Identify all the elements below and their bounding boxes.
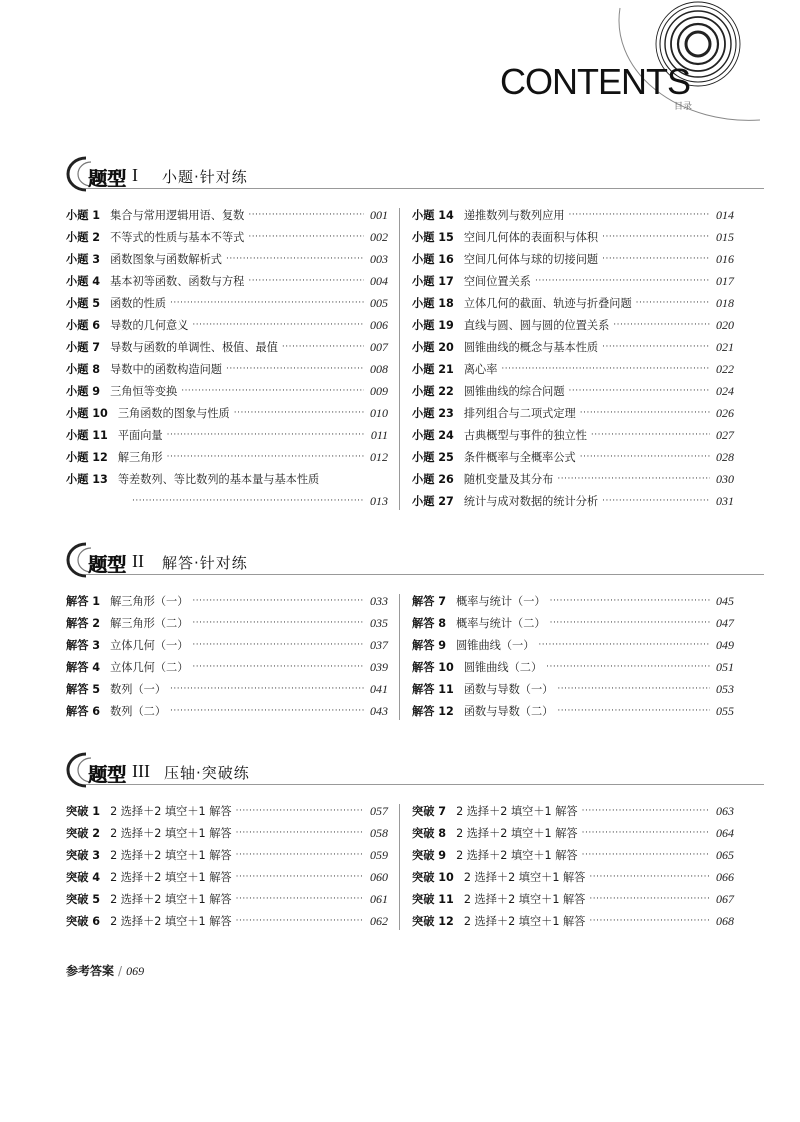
toc-title: 2 选择＋2 填空＋1 解答 [110, 805, 232, 818]
toc-label: 解答 5 [66, 683, 101, 696]
leader-dots [236, 872, 364, 882]
toc-title: 平面向量 [117, 429, 163, 442]
leader-dots [132, 496, 364, 506]
leader-dots [236, 828, 364, 838]
toc-page: 015 [716, 229, 734, 244]
toc-row[interactable] [412, 226, 734, 248]
type-word: 题型 [88, 764, 127, 786]
leader-dots [582, 850, 710, 860]
leader-dots [550, 596, 710, 606]
leader-dots [602, 254, 710, 264]
leader-dots [569, 210, 710, 220]
leader-dots [234, 408, 364, 418]
leader-dots [501, 364, 710, 374]
toc-row[interactable] [66, 590, 388, 612]
column-divider [399, 208, 400, 510]
toc-page: 014 [716, 207, 734, 222]
toc-title: 随机变量及其分布 [463, 473, 554, 486]
toc-label: 小题 24 [412, 429, 454, 442]
toc-page: 033 [370, 593, 388, 608]
toc-page: 031 [716, 493, 734, 508]
toc-row[interactable] [66, 866, 388, 888]
toc-label: 突破 9 [412, 849, 447, 862]
toc-row[interactable] [66, 678, 388, 700]
leader-dots [192, 320, 364, 330]
toc-row[interactable] [412, 590, 734, 612]
toc-label: 小题 13 [66, 473, 108, 486]
leader-dots [236, 894, 364, 904]
toc-row[interactable] [66, 270, 388, 292]
toc-row[interactable] [412, 888, 734, 910]
toc-title: 解三角形（二） [110, 617, 189, 630]
toc-row[interactable] [66, 402, 388, 424]
leader-dots [535, 276, 710, 286]
toc-row[interactable] [66, 446, 388, 468]
toc-row[interactable] [66, 336, 388, 358]
toc-label: 小题 19 [412, 319, 454, 332]
toc-title: 空间几何体与球的切接问题 [463, 253, 599, 266]
leader-dots [248, 232, 364, 242]
toc-page: 067 [716, 891, 734, 906]
toc-row[interactable] [66, 612, 388, 634]
toc-title: 圆锥曲线的概念与基本性质 [463, 341, 599, 354]
toc-row[interactable] [412, 844, 734, 866]
toc-label: 突破 8 [412, 827, 447, 840]
toc-row[interactable] [66, 634, 388, 656]
answers-label: 参考答案 [66, 964, 115, 978]
toc-row[interactable] [412, 336, 734, 358]
toc-page: 007 [370, 339, 388, 354]
toc-title: 直线与圆、圆与圆的位置关系 [463, 319, 610, 332]
toc-page: 041 [370, 681, 388, 696]
section-header [66, 548, 764, 584]
toc-title: 解三角形 [117, 451, 163, 464]
toc-row[interactable] [412, 468, 734, 490]
toc-row[interactable] [66, 800, 388, 822]
section-title: 小题·针对练 [162, 168, 248, 186]
toc-label: 解答 3 [66, 639, 101, 652]
toc-right-column [412, 800, 734, 932]
toc-row[interactable] [66, 358, 388, 380]
leader-dots [192, 596, 364, 606]
toc-title: 2 选择＋2 填空＋1 解答 [110, 893, 232, 906]
toc-page: 068 [716, 913, 734, 928]
leader-dots [170, 684, 364, 694]
toc-title: 2 选择＋2 填空＋1 解答 [456, 849, 578, 862]
toc-label: 小题 7 [66, 341, 101, 354]
toc-right-column [412, 204, 734, 512]
toc-row-continuation[interactable] [66, 490, 388, 512]
toc-page: 045 [716, 593, 734, 608]
toc-title: 数列（二） [110, 705, 167, 718]
toc-label: 突破 3 [66, 849, 101, 862]
toc-label: 突破 10 [412, 871, 454, 884]
toc-title: 导数中的函数构造问题 [110, 363, 222, 376]
toc-title: 2 选择＋2 填空＋1 解答 [463, 871, 586, 884]
toc-title: 数列（一） [110, 683, 167, 696]
toc-row[interactable] [412, 248, 734, 270]
toc-page: 022 [716, 361, 734, 376]
toc-label: 小题 22 [412, 385, 454, 398]
toc-label: 突破 5 [66, 893, 101, 906]
leader-dots [167, 452, 364, 462]
toc-page: 058 [370, 825, 388, 840]
toc-row[interactable] [412, 380, 734, 402]
toc-row[interactable] [412, 656, 734, 678]
toc-title: 三角恒等变换 [110, 385, 178, 398]
leader-dots [192, 618, 364, 628]
leader-dots [181, 386, 364, 396]
section-type-3 [66, 758, 764, 928]
toc-label: 小题 2 [66, 231, 101, 244]
toc-page: 057 [370, 803, 388, 818]
toc-page: 064 [716, 825, 734, 840]
toc-page: 020 [716, 317, 734, 332]
toc-row[interactable] [412, 490, 734, 512]
toc-page: 030 [716, 471, 734, 486]
toc-row[interactable] [66, 314, 388, 336]
toc-row[interactable] [66, 656, 388, 678]
toc-title: 2 选择＋2 填空＋1 解答 [110, 849, 232, 862]
toc-row[interactable] [412, 424, 734, 446]
answers-separator: / [118, 964, 123, 978]
toc-title: 2 选择＋2 填空＋1 解答 [456, 827, 578, 840]
toc-label: 小题 23 [412, 407, 454, 420]
leader-dots [167, 430, 364, 440]
leader-dots [236, 850, 364, 860]
toc-title: 古典概型与事件的独立性 [463, 429, 587, 442]
toc-label: 小题 6 [66, 319, 101, 332]
toc-title: 空间位置关系 [463, 275, 531, 288]
toc-page: 062 [370, 913, 388, 928]
toc-title: 不等式的性质与基本不等式 [110, 231, 245, 244]
toc-row[interactable] [412, 402, 734, 424]
toc-row[interactable] [412, 822, 734, 844]
toc-label: 突破 11 [412, 893, 454, 906]
toc-page: 059 [370, 847, 388, 862]
toc-row[interactable] [66, 424, 388, 446]
toc-page: 061 [370, 891, 388, 906]
leader-dots [226, 364, 364, 374]
toc-page: 026 [716, 405, 734, 420]
leader-dots [170, 706, 364, 716]
toc-right-column [412, 590, 734, 722]
toc-page: 027 [716, 427, 734, 442]
toc-page: 013 [370, 493, 388, 508]
toc-page: 024 [716, 383, 734, 398]
toc-row[interactable] [412, 204, 734, 226]
toc-page: 055 [716, 703, 734, 718]
leader-dots [602, 496, 710, 506]
answers-page: 069 [126, 964, 145, 978]
toc-page: 049 [716, 637, 734, 652]
toc-row[interactable] [412, 700, 734, 722]
toc-title: 函数与导数（二） [463, 705, 554, 718]
type-word: 题型 [88, 168, 127, 190]
toc-page: 003 [370, 251, 388, 266]
toc-row[interactable] [66, 204, 388, 226]
section-header [66, 162, 764, 198]
section-type-2 [66, 548, 764, 718]
toc-row[interactable] [412, 612, 734, 634]
leader-dots [589, 916, 710, 926]
answers-entry[interactable] [66, 962, 144, 979]
toc-row[interactable] [412, 800, 734, 822]
section-rule [86, 574, 764, 575]
toc-title: 集合与常用逻辑用语、复数 [110, 209, 245, 222]
section-rule [86, 188, 764, 189]
type-numeral: I [132, 165, 138, 185]
toc-label: 小题 3 [66, 253, 101, 266]
toc-page: 037 [370, 637, 388, 652]
toc-label: 突破 2 [66, 827, 101, 840]
toc-row[interactable] [412, 358, 734, 380]
toc-label: 小题 1 [66, 209, 101, 222]
leader-dots [582, 806, 710, 816]
leader-dots [557, 684, 710, 694]
toc-label: 突破 6 [66, 915, 101, 928]
toc-label: 解答 1 [66, 595, 101, 608]
toc-title: 离心率 [463, 363, 498, 376]
toc-page: 016 [716, 251, 734, 266]
toc-page: 060 [370, 869, 388, 884]
toc-row[interactable] [66, 380, 388, 402]
toc-title: 圆锥曲线（二） [463, 661, 543, 674]
toc-title: 函数图象与函数解析式 [110, 253, 222, 266]
type-numeral: III [132, 761, 150, 781]
leader-dots [557, 706, 710, 716]
toc-title: 空间几何体的表面积与体积 [463, 231, 599, 244]
leader-dots [192, 640, 364, 650]
toc-row[interactable] [66, 844, 388, 866]
toc-label: 解答 9 [412, 639, 447, 652]
toc-page: 018 [716, 295, 734, 310]
toc-page: 017 [716, 273, 734, 288]
leader-dots [557, 474, 710, 484]
leader-dots [546, 662, 710, 672]
toc-label: 小题 18 [412, 297, 454, 310]
toc-label: 小题 15 [412, 231, 454, 244]
toc-row[interactable] [412, 678, 734, 700]
toc-row[interactable] [66, 248, 388, 270]
toc-label: 解答 6 [66, 705, 101, 718]
toc-page: 028 [716, 449, 734, 464]
toc-row[interactable] [412, 634, 734, 656]
toc-label: 小题 20 [412, 341, 454, 354]
toc-title: 递推数列与数列应用 [463, 209, 565, 222]
toc-page: 047 [716, 615, 734, 630]
leader-dots [282, 342, 364, 352]
leader-dots [602, 342, 710, 352]
contents-subtitle: 目录 [673, 102, 692, 112]
toc-label: 解答 7 [412, 595, 447, 608]
toc-label: 突破 1 [66, 805, 101, 818]
column-divider [399, 594, 400, 720]
toc-page: 011 [370, 427, 388, 442]
toc-left-column [66, 204, 388, 512]
leader-dots [236, 806, 364, 816]
toc-title: 概率与统计（一） [456, 595, 546, 608]
toc-page: 012 [370, 449, 388, 464]
toc-page: 006 [370, 317, 388, 332]
toc-title: 概率与统计（二） [456, 617, 546, 630]
toc-row[interactable] [66, 468, 388, 490]
toc-page: 005 [370, 295, 388, 310]
toc-page: 004 [370, 273, 388, 288]
leader-dots [580, 408, 710, 418]
toc-title: 2 选择＋2 填空＋1 解答 [463, 915, 586, 928]
toc-row[interactable] [66, 226, 388, 248]
toc-label: 小题 21 [412, 363, 454, 376]
toc-title: 基本初等函数、函数与方程 [110, 275, 245, 288]
leader-dots [582, 828, 710, 838]
toc-row[interactable] [412, 314, 734, 336]
toc-label: 解答 10 [412, 661, 454, 674]
toc-page: 039 [370, 659, 388, 674]
toc-label: 小题 4 [66, 275, 101, 288]
toc-row[interactable] [412, 292, 734, 314]
toc-row[interactable] [66, 822, 388, 844]
toc-page: 065 [716, 847, 734, 862]
leader-dots [602, 232, 710, 242]
leader-dots [550, 618, 710, 628]
leader-dots [580, 452, 710, 462]
toc-title: 排列组合与二项式定理 [463, 407, 576, 420]
toc-title: 函数的性质 [110, 297, 167, 310]
toc-label: 突破 12 [412, 915, 454, 928]
leader-dots [589, 872, 710, 882]
contents-title: CONTENTS [500, 61, 690, 102]
toc-title: 导数与函数的单调性、极值、最值 [110, 341, 278, 354]
toc-label: 解答 2 [66, 617, 101, 630]
toc-label: 小题 9 [66, 385, 101, 398]
toc-label: 解答 4 [66, 661, 101, 674]
section-type-1 [66, 162, 764, 508]
toc-page: 063 [716, 803, 734, 818]
toc-label: 小题 16 [412, 253, 454, 266]
toc-label: 小题 12 [66, 451, 108, 464]
toc-left-column [66, 590, 388, 722]
leader-dots [569, 386, 710, 396]
toc-label: 小题 25 [412, 451, 454, 464]
toc-row[interactable] [66, 910, 388, 932]
toc-page: 021 [716, 339, 734, 354]
section-rule [86, 784, 764, 785]
type-word: 题型 [88, 554, 127, 576]
toc-title: 解三角形（一） [110, 595, 189, 608]
toc-title: 圆锥曲线（一） [456, 639, 535, 652]
toc-label: 解答 11 [412, 683, 454, 696]
toc-row[interactable] [412, 866, 734, 888]
toc-label: 小题 27 [412, 495, 454, 508]
toc-page: 035 [370, 615, 388, 630]
toc-title: 三角函数的图象与性质 [117, 407, 230, 420]
toc-row[interactable] [66, 888, 388, 910]
toc-page: 002 [370, 229, 388, 244]
leader-dots [636, 298, 710, 308]
toc-page: 053 [716, 681, 734, 696]
toc-title: 函数与导数（一） [463, 683, 554, 696]
toc-label: 小题 8 [66, 363, 101, 376]
leader-dots [591, 430, 710, 440]
toc-title: 立体几何的截面、轨迹与折叠问题 [463, 297, 632, 310]
toc-label: 突破 7 [412, 805, 447, 818]
toc-label: 突破 4 [66, 871, 101, 884]
toc-label: 小题 11 [66, 429, 108, 442]
type-numeral: II [132, 551, 144, 571]
leader-dots [226, 254, 364, 264]
toc-title: 2 选择＋2 填空＋1 解答 [463, 893, 586, 906]
toc-title: 2 选择＋2 填空＋1 解答 [110, 871, 232, 884]
toc-title: 统计与成对数据的统计分析 [463, 495, 599, 508]
toc-title: 圆锥曲线的综合问题 [463, 385, 565, 398]
toc-page: 001 [370, 207, 388, 222]
toc-label: 小题 10 [66, 407, 108, 420]
toc-label: 解答 8 [412, 617, 447, 630]
leader-dots [248, 210, 364, 220]
toc-left-column [66, 800, 388, 932]
toc-title: 2 选择＋2 填空＋1 解答 [110, 827, 232, 840]
toc-page: 066 [716, 869, 734, 884]
toc-label: 小题 5 [66, 297, 101, 310]
toc-title: 条件概率与全概率公式 [463, 451, 576, 464]
toc-page: 010 [370, 405, 388, 420]
toc-row[interactable] [412, 446, 734, 468]
leader-dots [170, 298, 364, 308]
column-divider [399, 804, 400, 930]
toc-title: 2 选择＋2 填空＋1 解答 [456, 805, 578, 818]
toc-row[interactable] [412, 910, 734, 932]
toc-title: 立体几何（一） [110, 639, 189, 652]
toc-label: 小题 17 [412, 275, 454, 288]
toc-row[interactable] [66, 700, 388, 722]
toc-page: 051 [716, 659, 734, 674]
toc-page: 008 [370, 361, 388, 376]
toc-page: 043 [370, 703, 388, 718]
toc-page: 009 [370, 383, 388, 398]
toc-title: 2 选择＋2 填空＋1 解答 [110, 915, 232, 928]
toc-title: 导数的几何意义 [110, 319, 189, 332]
toc-title: 等差数列、等比数列的基本量与基本性质 [117, 473, 320, 486]
section-title: 解答·针对练 [162, 554, 248, 572]
leader-dots [589, 894, 710, 904]
leader-dots [613, 320, 710, 330]
leader-dots [236, 916, 364, 926]
leader-dots [192, 662, 364, 672]
toc-label: 小题 14 [412, 209, 454, 222]
toc-label: 小题 26 [412, 473, 454, 486]
leader-dots [248, 276, 364, 286]
toc-row[interactable] [412, 270, 734, 292]
toc-title: 立体几何（二） [110, 661, 189, 674]
leader-dots [538, 640, 710, 650]
toc-row[interactable] [66, 292, 388, 314]
section-header [66, 758, 764, 794]
section-title: 压轴·突破练 [164, 764, 250, 782]
toc-label: 解答 12 [412, 705, 454, 718]
